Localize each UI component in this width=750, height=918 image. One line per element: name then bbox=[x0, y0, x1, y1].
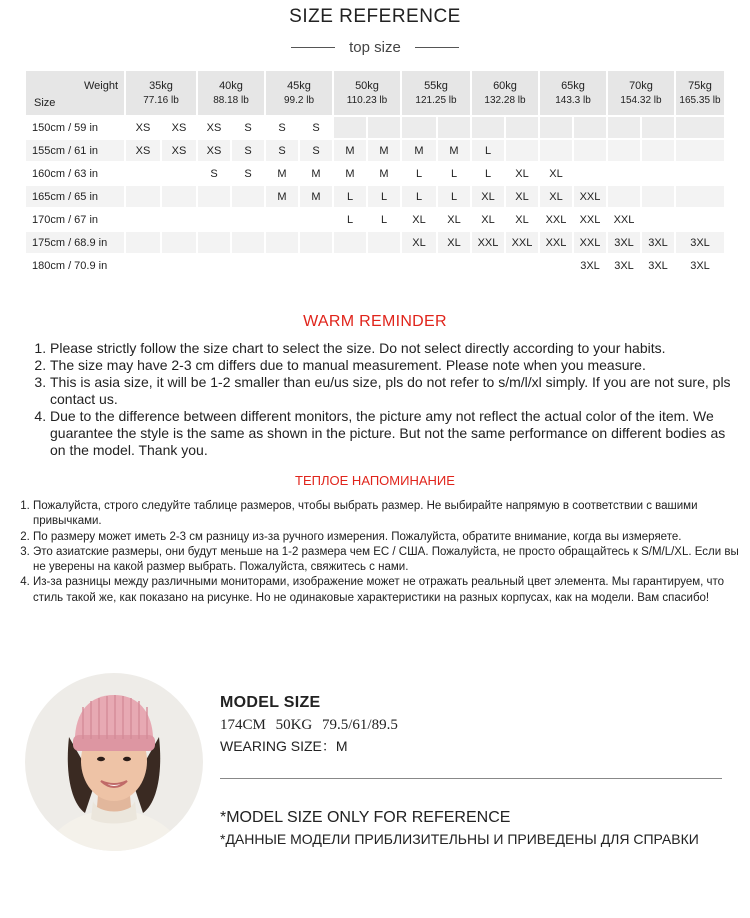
size-cell: XS bbox=[126, 117, 162, 140]
size-cell: XL bbox=[506, 209, 540, 232]
size-cell: XL bbox=[402, 209, 438, 232]
model-divider bbox=[220, 778, 722, 779]
size-cell: 3XL bbox=[608, 232, 642, 255]
subtitle-row bbox=[0, 36, 750, 58]
size-cell: M bbox=[438, 140, 472, 163]
size-cell: XL bbox=[540, 163, 574, 186]
weight-kg: 50kg bbox=[355, 80, 379, 92]
height-label: 155cm / 61 in bbox=[26, 140, 126, 163]
size-cell: L bbox=[402, 163, 438, 186]
list-item: 4. Из-за разницы между различными мониторами, изображение может не отражать реальный цвет элемента. Мы гарантируем, что стиль такой же, как показано на рисунке. Но не одинаковые характеристики на разных корпусах, как на модели. Вам спасибо! bbox=[33, 575, 745, 606]
size-cell: XS bbox=[198, 117, 232, 140]
size-cell bbox=[540, 255, 574, 278]
size-cell: XL bbox=[506, 186, 540, 209]
size-cell bbox=[162, 163, 198, 186]
size-cell: XXL bbox=[608, 209, 642, 232]
list-item: 1. Пожалуйста, строго следуйте таблице размеров, чтобы выбрать размер. Не выбирайте напрямую в соответствии с вашими привычками. bbox=[33, 499, 745, 530]
table-row bbox=[26, 140, 726, 163]
size-cell: L bbox=[438, 163, 472, 186]
size-cell: S bbox=[232, 140, 266, 163]
model-photo bbox=[25, 673, 203, 851]
list-item: 4. Due to the difference between different monitors, the picture amy not reflect the actual color of the item. We guarantee the style is the same as shown in the picture. But not the same performance on different bodies as on the model. Thank you. bbox=[50, 408, 740, 459]
size-cell bbox=[162, 186, 198, 209]
model-portrait-image bbox=[25, 673, 203, 851]
size-cell bbox=[676, 140, 726, 163]
model-wearing-size: WEARING SIZE：M bbox=[220, 738, 348, 754]
size-cell bbox=[162, 232, 198, 255]
size-cell bbox=[198, 255, 232, 278]
size-cell bbox=[232, 232, 266, 255]
size-cell: L bbox=[438, 186, 472, 209]
size-cell bbox=[574, 117, 608, 140]
weight-column-header bbox=[676, 71, 726, 117]
size-cell bbox=[574, 140, 608, 163]
weight-column-header bbox=[126, 71, 198, 117]
size-cell: M bbox=[334, 140, 368, 163]
table-row bbox=[26, 163, 726, 186]
weight-lb: 143.3 lb bbox=[555, 95, 591, 106]
size-cell bbox=[642, 163, 676, 186]
size-cell: XXL bbox=[574, 209, 608, 232]
size-table bbox=[26, 71, 726, 278]
size-cell bbox=[126, 255, 162, 278]
size-cell bbox=[472, 117, 506, 140]
size-cell bbox=[126, 209, 162, 232]
size-cell bbox=[540, 117, 574, 140]
size-table-body bbox=[26, 71, 726, 278]
size-cell bbox=[198, 232, 232, 255]
size-cell: M bbox=[368, 140, 402, 163]
subtitle-right-rule bbox=[415, 47, 459, 48]
size-cell bbox=[438, 117, 472, 140]
weight-kg: 65kg bbox=[561, 80, 585, 92]
size-cell: XL bbox=[540, 186, 574, 209]
size-cell bbox=[198, 186, 232, 209]
table-corner bbox=[26, 71, 126, 117]
weight-lb: 121.25 lb bbox=[415, 95, 457, 106]
model-height: 174CM bbox=[220, 717, 266, 733]
size-cell: 3XL bbox=[574, 255, 608, 278]
weight-kg: 60kg bbox=[493, 80, 517, 92]
warm-reminder-title: WARM REMINDER bbox=[303, 313, 447, 330]
size-cell bbox=[126, 186, 162, 209]
reference-note-en: *MODEL SIZE ONLY FOR REFERENCE bbox=[220, 809, 511, 826]
size-cell: S bbox=[198, 163, 232, 186]
height-label: 165cm / 65 in bbox=[26, 186, 126, 209]
size-cell: XS bbox=[162, 140, 198, 163]
size-cell bbox=[334, 232, 368, 255]
size-cell bbox=[642, 140, 676, 163]
size-cell bbox=[334, 117, 368, 140]
size-cell: L bbox=[334, 209, 368, 232]
size-cell bbox=[642, 209, 676, 232]
model-measurements bbox=[220, 717, 730, 734]
size-cell bbox=[506, 117, 540, 140]
size-cell bbox=[574, 163, 608, 186]
table-row bbox=[26, 117, 726, 140]
size-cell bbox=[266, 209, 300, 232]
size-cell bbox=[334, 255, 368, 278]
size-cell bbox=[266, 232, 300, 255]
weight-lb: 132.28 lb bbox=[484, 95, 526, 106]
size-cell: L bbox=[368, 209, 402, 232]
size-cell: XXL bbox=[540, 232, 574, 255]
size-cell: XXL bbox=[574, 186, 608, 209]
size-cell bbox=[402, 255, 438, 278]
list-item: 2. The size may have 2-3 cm differs due to manual measurement. Please note when you measure. bbox=[50, 357, 740, 374]
height-label: 150cm / 59 in bbox=[26, 117, 126, 140]
size-cell bbox=[232, 255, 266, 278]
size-cell bbox=[368, 255, 402, 278]
weight-column-header bbox=[472, 71, 540, 117]
height-label: 175cm / 68.9 in bbox=[26, 232, 126, 255]
size-cell: 3XL bbox=[676, 232, 726, 255]
size-cell bbox=[162, 255, 198, 278]
size-cell: S bbox=[300, 117, 334, 140]
list-item: 3. This is asia size, it will be 1-2 smaller than eu/us size, pls do not refer to s/m/l/xl simply. If you are not sure, pls contact us. bbox=[50, 374, 740, 408]
subtitle: top size bbox=[349, 38, 401, 56]
weight-column-header bbox=[540, 71, 608, 117]
size-cell bbox=[472, 255, 506, 278]
weight-kg: 75kg bbox=[688, 80, 712, 92]
size-cell bbox=[402, 117, 438, 140]
table-row bbox=[26, 186, 726, 209]
list-item: 3. Это азиатские размеры, они будут меньше на 1-2 размера чем ЕС / США. Пожалуйста, не просто обращайтесь к S/M/L/XL. Если вы не уверены на какой размер выбрать. Пожалуйста, свяжитесь с нами. bbox=[33, 545, 745, 576]
size-cell: 3XL bbox=[642, 255, 676, 278]
size-cell: S bbox=[266, 140, 300, 163]
size-cell bbox=[368, 232, 402, 255]
size-cell bbox=[608, 117, 642, 140]
size-cell: XXL bbox=[574, 232, 608, 255]
size-cell: M bbox=[266, 163, 300, 186]
size-cell bbox=[300, 255, 334, 278]
size-cell bbox=[642, 186, 676, 209]
size-cell: L bbox=[334, 186, 368, 209]
size-cell: M bbox=[402, 140, 438, 163]
size-cell bbox=[608, 163, 642, 186]
page-title: SIZE REFERENCE bbox=[289, 6, 461, 27]
size-cell: M bbox=[300, 163, 334, 186]
weight-lb: 165.35 lb bbox=[679, 95, 721, 106]
size-cell bbox=[232, 209, 266, 232]
size-cell bbox=[368, 117, 402, 140]
model-size-block bbox=[220, 694, 730, 756]
size-cell: XS bbox=[162, 117, 198, 140]
weight-column-header bbox=[266, 71, 334, 117]
list-item: 1. Please strictly follow the size chart to select the size. Do not select directly according to your habits. bbox=[50, 340, 740, 357]
size-cell bbox=[642, 117, 676, 140]
size-cell: XXL bbox=[540, 209, 574, 232]
size-cell: L bbox=[402, 186, 438, 209]
size-cell: XS bbox=[198, 140, 232, 163]
size-cell: S bbox=[232, 117, 266, 140]
subtitle-left-rule bbox=[291, 47, 335, 48]
size-header: Size bbox=[34, 97, 56, 109]
size-cell bbox=[676, 117, 726, 140]
size-cell bbox=[438, 255, 472, 278]
size-cell bbox=[300, 209, 334, 232]
table-row bbox=[26, 232, 726, 255]
weight-lb: 88.18 lb bbox=[213, 95, 249, 106]
weight-lb: 99.2 lb bbox=[283, 95, 315, 106]
height-label: 160cm / 63 in bbox=[26, 163, 126, 186]
size-cell: M bbox=[334, 163, 368, 186]
size-cell bbox=[676, 186, 726, 209]
size-cell bbox=[232, 186, 266, 209]
ru-reminder-title: ТЕПЛОЕ НАПОМИНАНИЕ bbox=[295, 473, 455, 488]
weight-kg: 55kg bbox=[424, 80, 448, 92]
size-cell: XL bbox=[438, 232, 472, 255]
size-cell: S bbox=[300, 140, 334, 163]
weight-column-header bbox=[334, 71, 402, 117]
size-cell: S bbox=[266, 117, 300, 140]
size-cell bbox=[676, 163, 726, 186]
weight-lb: 154.32 lb bbox=[620, 95, 662, 106]
size-cell bbox=[540, 140, 574, 163]
size-cell: XL bbox=[472, 186, 506, 209]
weight-lb: 77.16 lb bbox=[143, 95, 179, 106]
size-cell bbox=[126, 232, 162, 255]
size-cell: 3XL bbox=[676, 255, 726, 278]
size-cell: L bbox=[472, 140, 506, 163]
weight-lb: 110.23 lb bbox=[346, 95, 388, 106]
table-row bbox=[26, 255, 726, 278]
size-cell: XL bbox=[506, 163, 540, 186]
size-cell bbox=[126, 163, 162, 186]
size-cell: XL bbox=[472, 209, 506, 232]
model-size-title: MODEL SIZE bbox=[220, 694, 321, 711]
weight-kg: 35kg bbox=[149, 80, 173, 92]
size-cell: L bbox=[368, 186, 402, 209]
size-cell: XXL bbox=[472, 232, 506, 255]
size-cell: L bbox=[472, 163, 506, 186]
list-item: 2. По размеру может иметь 2-3 см разницу из-за ручного измерения. Пожалуйста, обратите внимание, когда вы измеряете. bbox=[33, 530, 745, 545]
size-cell bbox=[506, 255, 540, 278]
size-cell bbox=[506, 140, 540, 163]
model-weight: 50KG bbox=[275, 717, 313, 733]
warm-reminder-list bbox=[34, 340, 740, 459]
size-cell bbox=[162, 209, 198, 232]
size-cell: M bbox=[368, 163, 402, 186]
size-cell bbox=[608, 140, 642, 163]
size-cell: M bbox=[300, 186, 334, 209]
size-cell bbox=[266, 255, 300, 278]
weight-header: Weight bbox=[84, 80, 119, 92]
weight-column-header bbox=[402, 71, 472, 117]
size-cell: XS bbox=[126, 140, 162, 163]
weight-kg: 40kg bbox=[219, 80, 243, 92]
size-cell: 3XL bbox=[642, 232, 676, 255]
reference-note-ru: *ДАННЫЕ МОДЕЛИ ПРИБЛИЗИТЕЛЬНЫ И ПРИВЕДЕНЫ ДЛЯ СПРАВКИ bbox=[220, 831, 699, 847]
size-cell: XL bbox=[402, 232, 438, 255]
table-row bbox=[26, 209, 726, 232]
size-cell bbox=[676, 209, 726, 232]
size-cell: S bbox=[232, 163, 266, 186]
size-cell bbox=[300, 232, 334, 255]
table-header-row bbox=[26, 71, 726, 117]
size-cell: M bbox=[266, 186, 300, 209]
height-label: 180cm / 70.9 in bbox=[26, 255, 126, 278]
weight-column-header bbox=[198, 71, 266, 117]
size-cell: 3XL bbox=[608, 255, 642, 278]
size-cell bbox=[608, 186, 642, 209]
height-label: 170cm / 67 in bbox=[26, 209, 126, 232]
ru-reminder-list bbox=[20, 499, 745, 606]
weight-column-header bbox=[608, 71, 676, 117]
weight-kg: 70kg bbox=[629, 80, 653, 92]
size-cell: XXL bbox=[506, 232, 540, 255]
weight-kg: 45kg bbox=[287, 80, 311, 92]
size-cell bbox=[198, 209, 232, 232]
model-body-measurements: 79.5/61/89.5 bbox=[322, 717, 398, 733]
size-cell: XL bbox=[438, 209, 472, 232]
